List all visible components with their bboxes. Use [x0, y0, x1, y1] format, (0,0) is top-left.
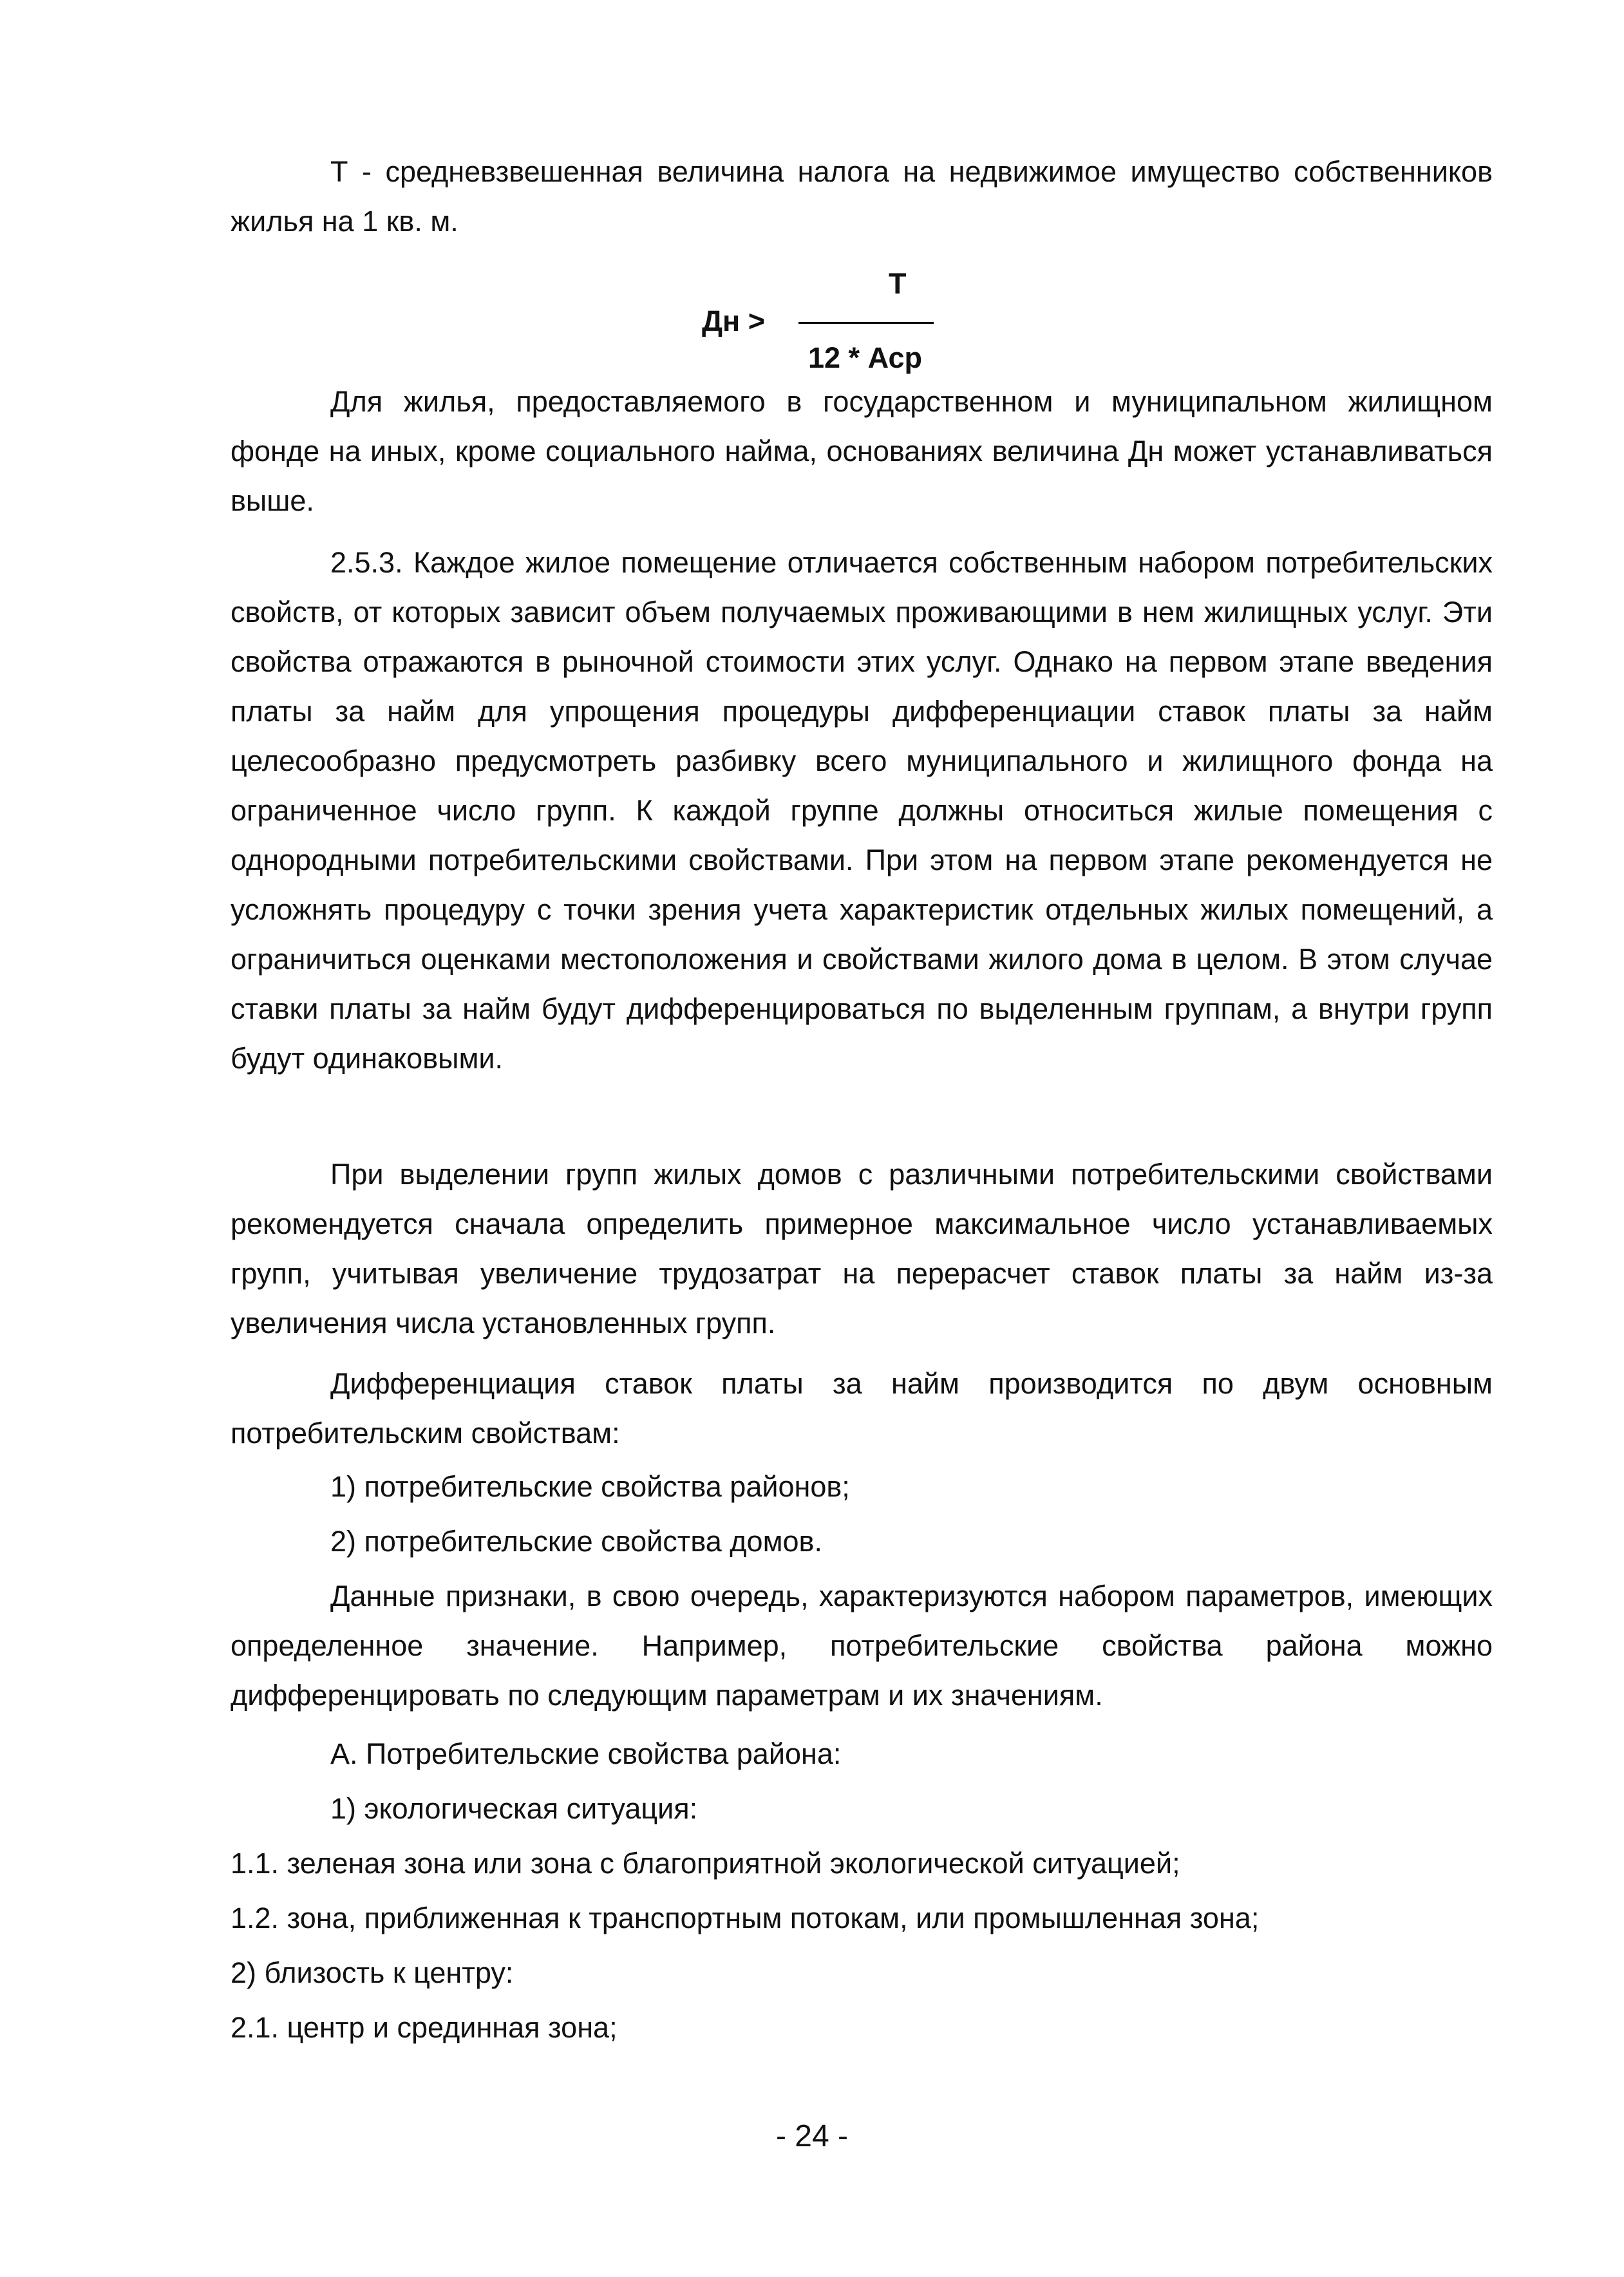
formula-numerator: Т	[889, 267, 907, 300]
list-item-2: 2) потребительские свойства домов.	[330, 1525, 822, 1558]
list-item-2-1: 2.1. центр и срединная зона;	[231, 2011, 618, 2044]
page-number: - 24 -	[775, 2119, 849, 2153]
section-a-heading: А. Потребительские свойства района:	[330, 1737, 842, 1770]
fraction-bar	[798, 322, 934, 324]
formula	[702, 267, 972, 383]
formula-lhs: Дн >	[702, 305, 766, 337]
list-item-1-2: 1.2. зона, приближенная к транспортным потокам, или промышленная зона;	[231, 1902, 1260, 1934]
paragraph-groups: При выделении групп жилых домов с различными потребительскими свойствами рекомендуется сначала определить примерное максимальное число устанавливаемых групп, учитывая увеличение трудозатрат на перерасчет ставок платы за найм из-за увеличения числа установленных групп.	[231, 1158, 1493, 1339]
paragraph-2-5-3: 2.5.3. Каждое жилое помещение отличается собственным набором потребительских свойств, от которых зависит объем получаемых проживающими в нем жилищных услуг. Эти свойства отражаются в рыночной стоимости этих услуг. Однако на первом этапе введения платы за найм для упрощения процедуры дифференциации ставок платы за найм целесообразно предусмотреть разбивку всего муниципального и жилищного фонда на ограниченное число групп. К каждой группе должны относиться жилые помещения с однородными потребительскими свойствами. При этом на первом этапе рекомендуется не усложнять процедуру с точки зрения учета характеристик отдельных жилых помещений, а ограничиться оценками местоположения и свойствами жилого дома в целом. В этом случае ставки платы за найм будут дифференцироваться по выделенным группам, а внутри групп будут одинаковыми.	[231, 546, 1493, 1075]
formula-denominator: 12 * Аср	[808, 341, 922, 374]
paragraph-signs: Данные признаки, в свою очередь, характеризуются набором параметров, имеющих определенное значение. Например, потребительские свойства района можно дифференцировать по следующим параметрам и их значениям.	[231, 1580, 1493, 1712]
list-item-ecology: 1) экологическая ситуация:	[330, 1792, 698, 1825]
paragraph-housing: Для жилья, предоставляемого в государственном и муниципальном жилищном фонде на иных, кроме социального найма, основаниях величина Дн может устанавливаться выше.	[231, 385, 1493, 517]
list-item-1: 1) потребительские свойства районов;	[330, 1470, 850, 1503]
list-item-center: 2) близость к центру:	[231, 1956, 514, 1989]
paragraph-differentiation: Дифференциация ставок платы за найм производится по двум основным потребительским свойствам:	[231, 1367, 1493, 1450]
list-item-1-1: 1.1. зеленая зона или зона с благоприятной экологической ситуацией;	[231, 1847, 1180, 1880]
paragraph-tax-definition: Т - средневзвешенная величина налога на недвижимое имущество собственников жилья на 1 кв. м.	[231, 155, 1493, 238]
